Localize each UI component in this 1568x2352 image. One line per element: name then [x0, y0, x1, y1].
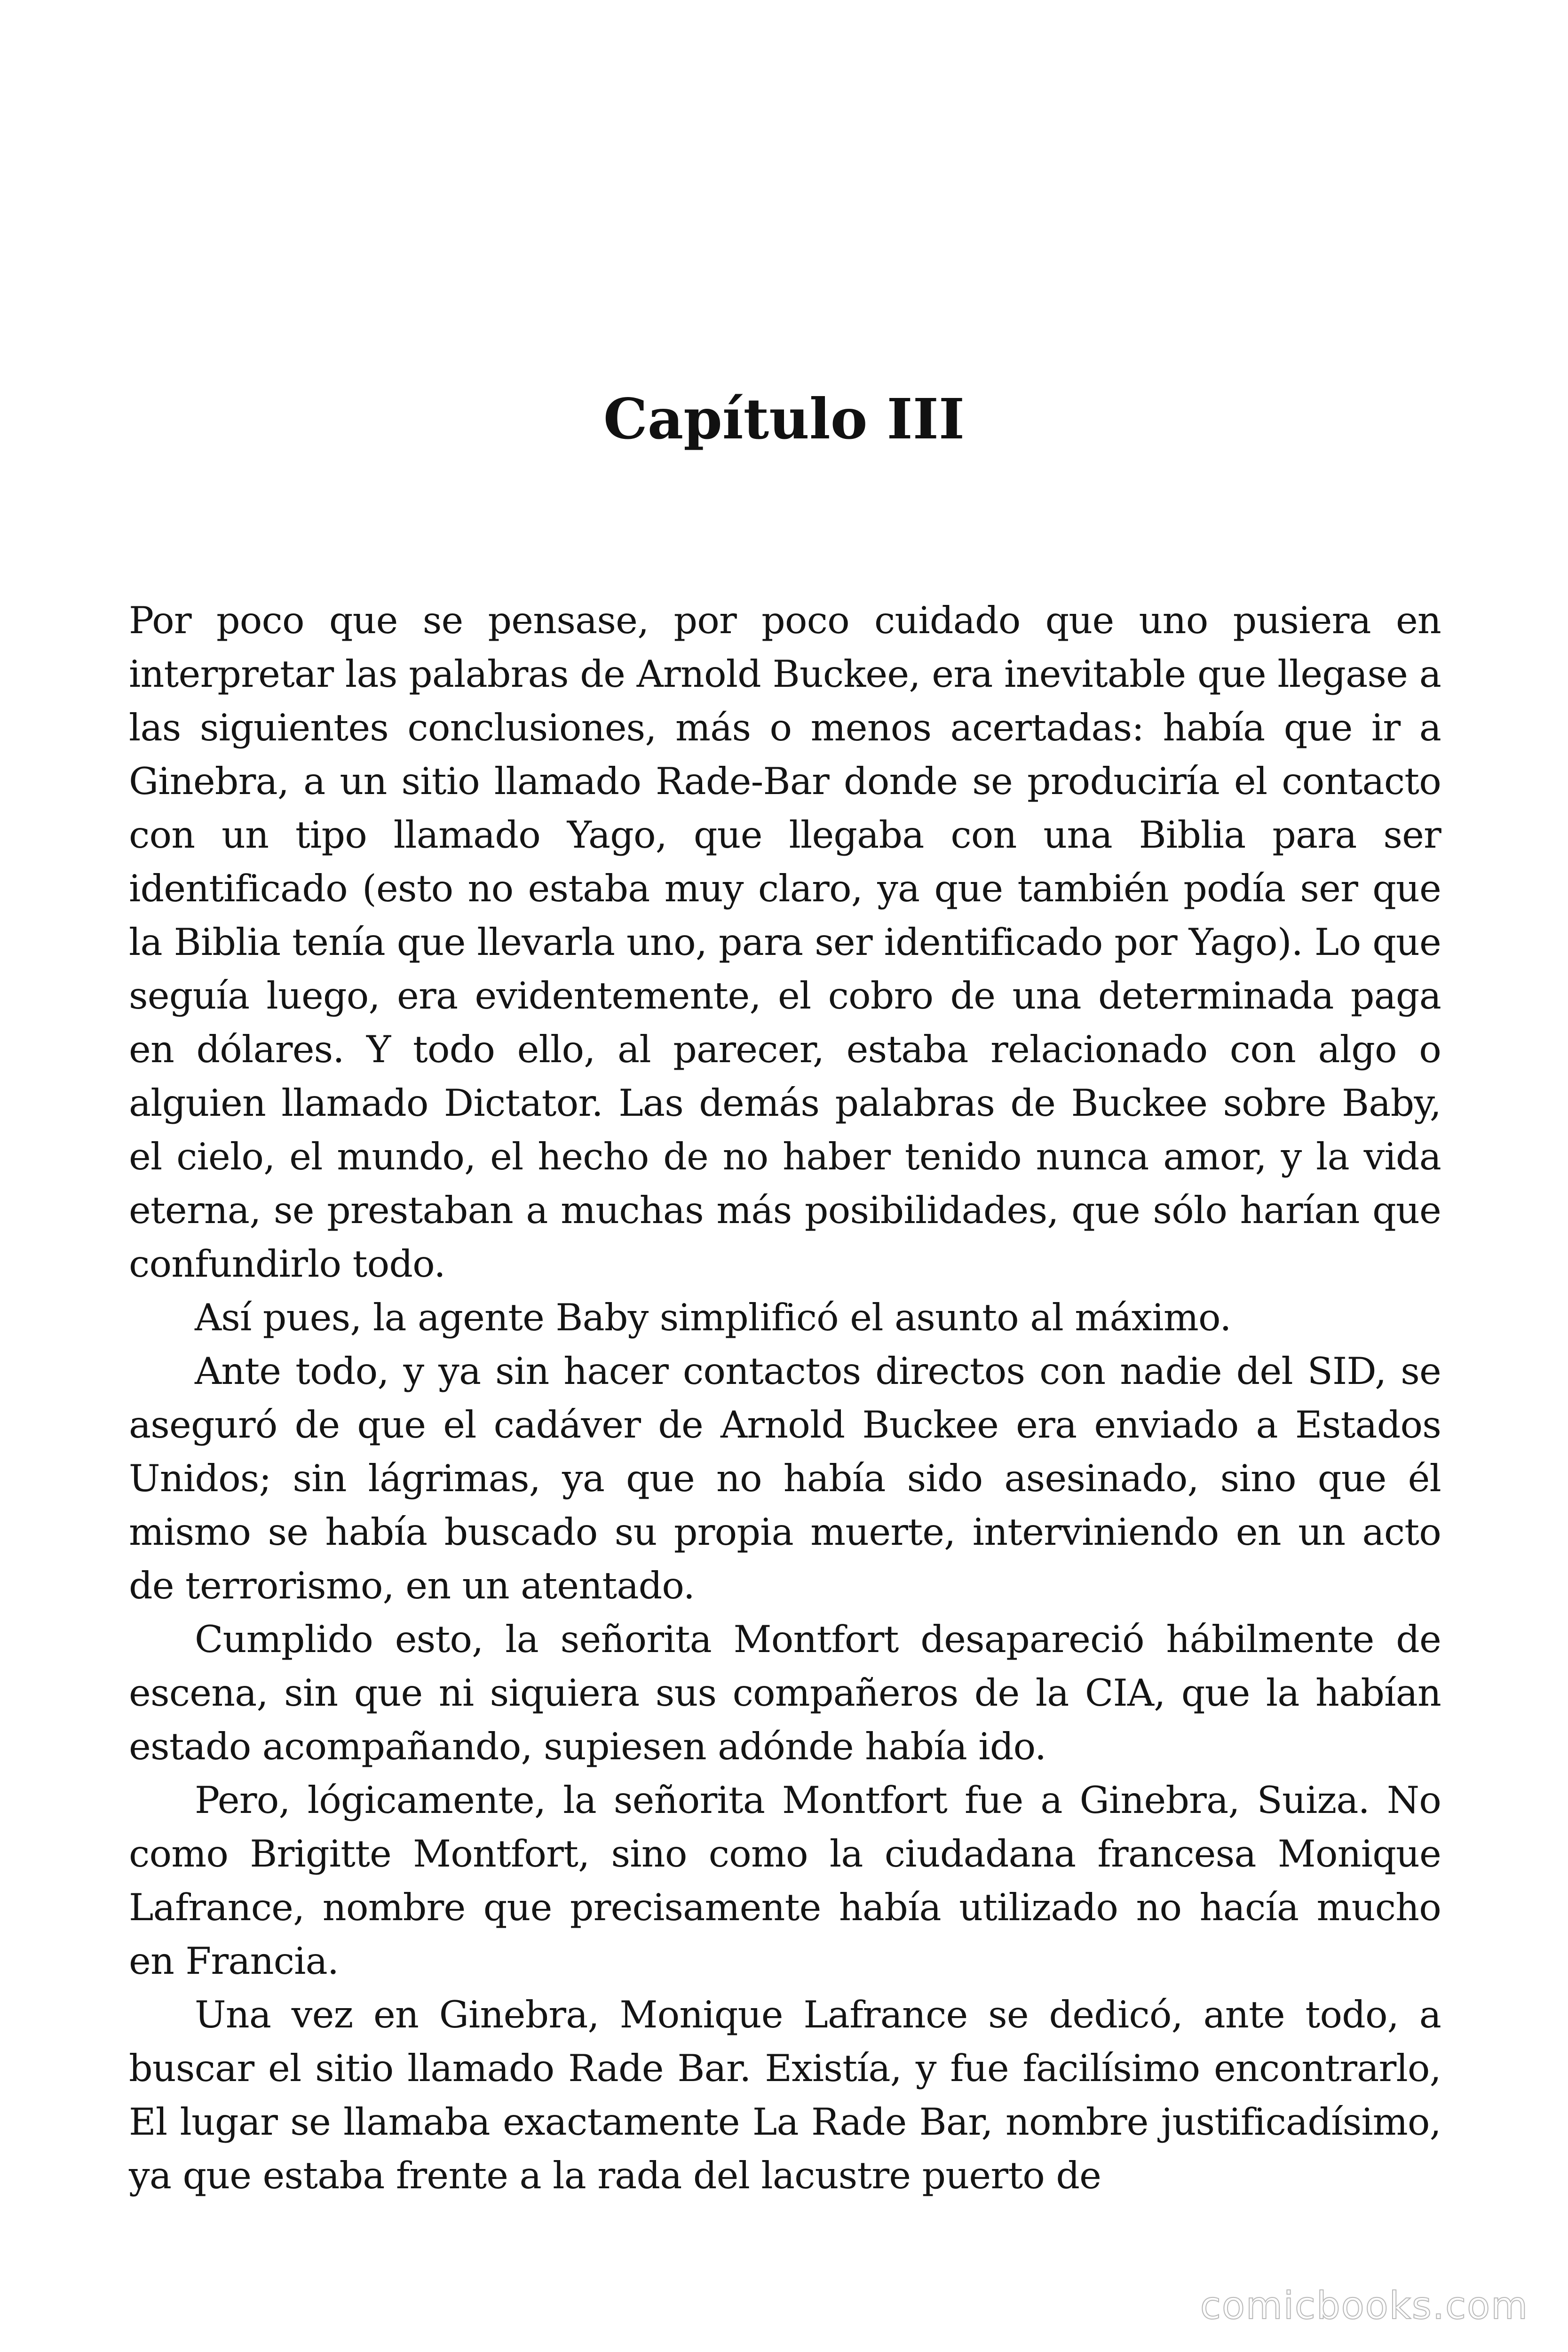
- paragraph-2: Así pues, la agente Baby simplificó el asunto al máximo.: [195, 1296, 1231, 1339]
- paragraph-5: Pero, lógicamente, la señorita Montfort fue a Ginebra, Suiza. No como Brigitte Montfort, sino como la ciudadana francesa Monique Lafrance, nombre que precisamente había utilizado no hacía mucho en Francia.: [129, 1779, 1441, 1983]
- chapter-title: Capítulo III: [603, 386, 965, 452]
- watermark: comicbooks.com: [1200, 2284, 1528, 2328]
- chapter-body: [129, 594, 1441, 2202]
- paragraph-6: Una vez en Ginebra, Monique Lafrance se dedicó, ante todo, a buscar el sitio llamado Rade Bar. Existía, y fue facilísimo encontrarlo, El lugar se llamaba exactamente La Rade Bar, nombre justificadísimo, ya que estaba frente a la rada del lacustre puerto de: [129, 1993, 1441, 2197]
- paragraph-4: Cumplido esto, la señorita Montfort desapareció hábilmente de escena, sin que ni siquiera sus compañeros de la CIA, que la habían estado acompañando, supiesen adónde había ido.: [129, 1618, 1441, 1768]
- paragraph-1: Por poco que se pensase, por poco cuidado que uno pusiera en interpretar las palabras de Arnold Buckee, era inevitable que llegase a las siguientes conclusiones, más o menos acertadas: había que ir a Ginebra, a un sitio llamado Rade-Bar donde se produciría el contacto con un tipo llamado Yago, que llegaba con una Biblia para ser identificado (esto no estaba muy claro, ya que también podía ser que la Biblia tenía que llevarla uno, para ser identificado por Yago). Lo que seguía luego, era evidentemente, el cobro de una determinada paga en dólares. Y todo ello, al parecer, estaba relacionado con algo o alguien llamado Dictator. Las demás palabras de Buckee sobre Baby, el cielo, el mundo, el hecho de no haber tenido nunca amor, y la vida eterna, se prestaban a muchas más posibilidades, que sólo harían que confundirlo todo.: [129, 599, 1441, 1286]
- paragraph-3: Ante todo, y ya sin hacer contactos directos con nadie del SID, se aseguró de que el cadáver de Arnold Buckee era enviado a Estados Unidos; sin lágrimas, ya que no había sido asesinado, sino que él mismo se había buscado su propia muerte, interviniendo en un acto de terrorismo, en un atentado.: [129, 1350, 1441, 1607]
